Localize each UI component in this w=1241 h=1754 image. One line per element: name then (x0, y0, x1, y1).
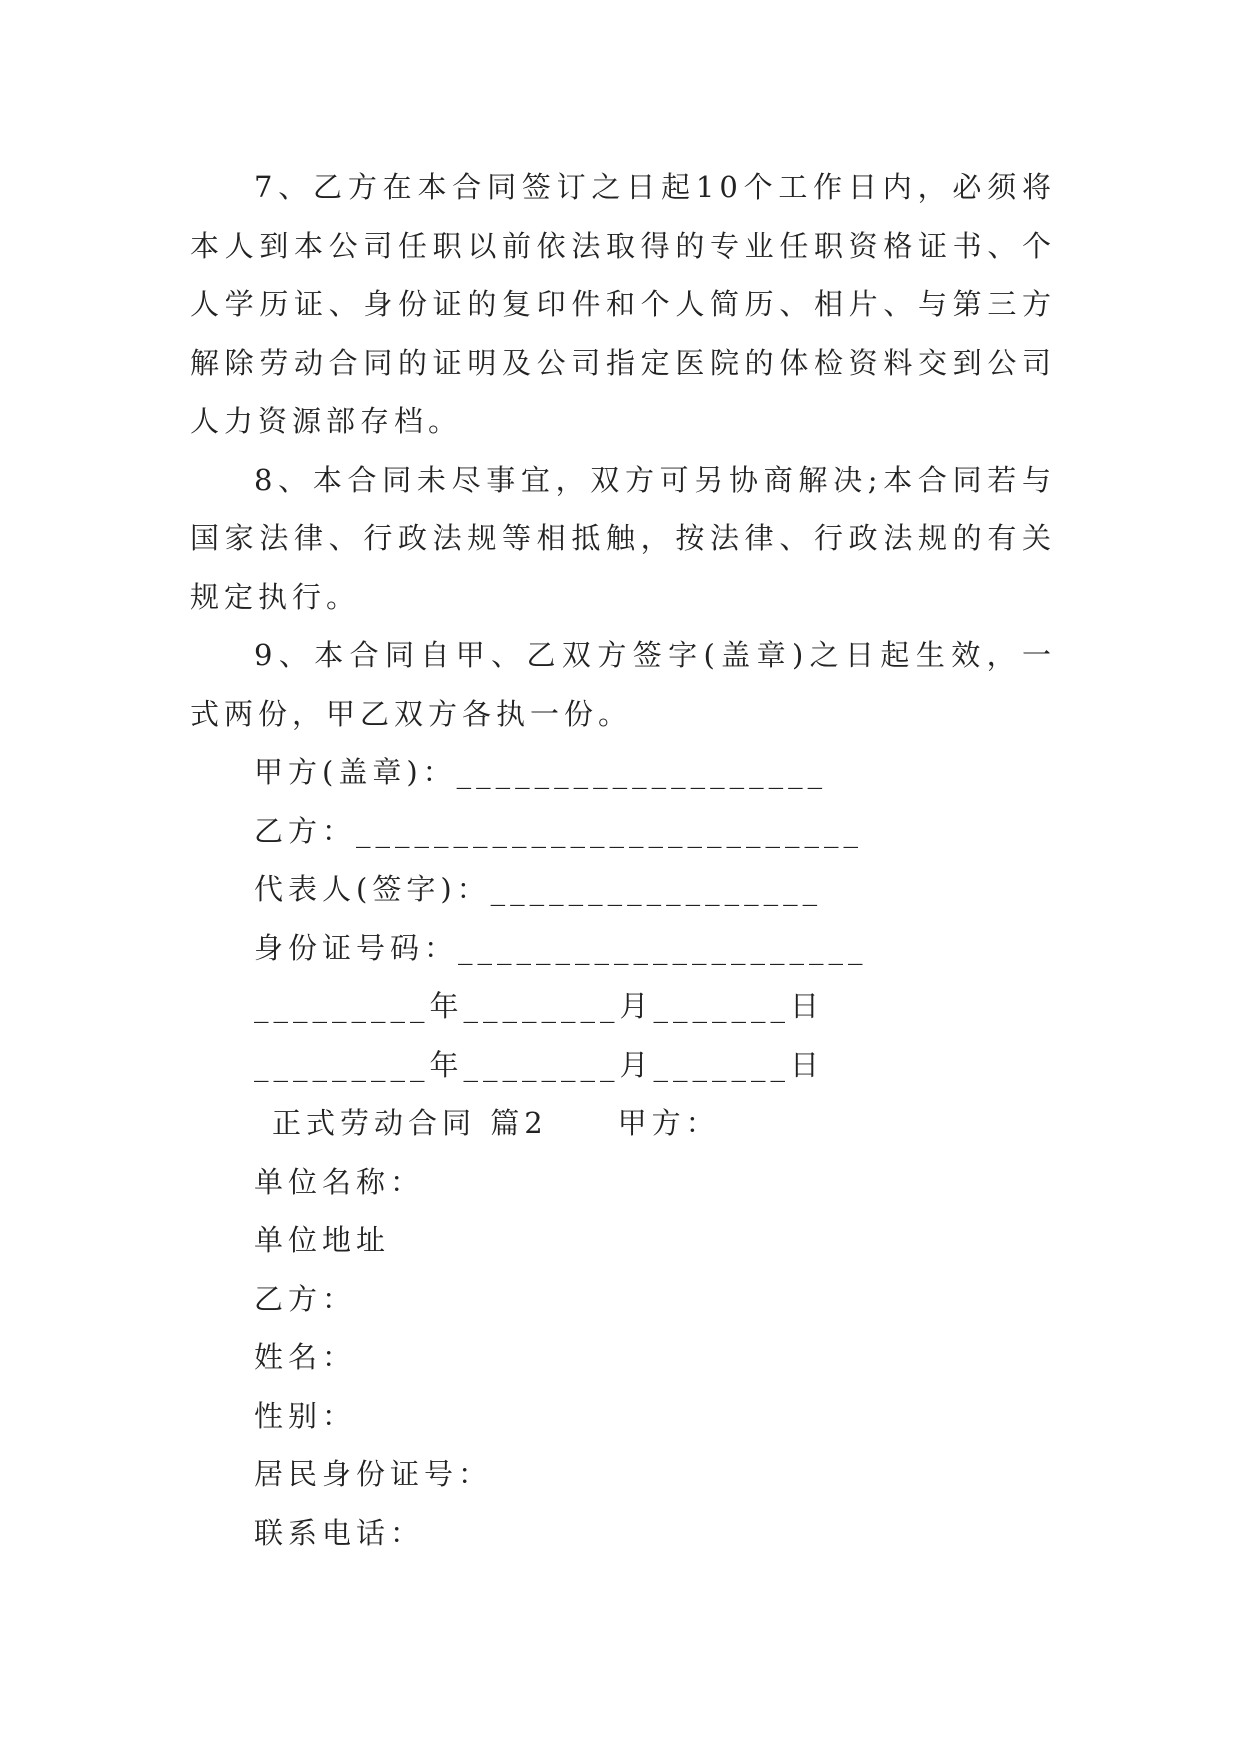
party-a-signature-line: 甲方(盖章)：___________________ (254, 755, 828, 789)
section-2-heading (190, 1094, 1056, 1153)
document-body (190, 158, 1056, 1562)
date-line-2: _________年________月_______日 (254, 1047, 825, 1082)
section-2-party-a-label: 甲方： (617, 1106, 720, 1140)
section-2-title: 正式劳动合同 篇2 (272, 1106, 548, 1140)
unit-name-field: 单位名称： (254, 1164, 425, 1199)
gender-field: 性别： (254, 1398, 357, 1433)
clause-7: 7、乙方在本合同签订之日起10个工作日内，必须将本人到本公司任职以前依法取得的专业任职资格证书、个人学历证、身份证的复印件和个人简历、相片、与第三方解除劳动合同的证明及公司指定医院的体检资料交到公司人力资源部存档。 (190, 170, 1056, 438)
unit-address-field: 单位地址 (254, 1223, 391, 1257)
id-number-line: 身份证号码：_____________________ (254, 930, 868, 965)
clause-8: 8、本合同未尽事宜，双方可另协商解决;本合同若与国家法律、行政法规等相抵触，按法律、行政法规的有关规定执行。 (190, 462, 1056, 614)
representative-signature-line: 代表人(签字)：_________________ (254, 872, 823, 906)
date-line-1: _________年________月_______日 (254, 989, 825, 1023)
party-b-signature-line: 乙方：__________________________ (254, 813, 864, 848)
id-card-field: 居民身份证号： (254, 1457, 493, 1491)
clause-9: 9、本合同自甲、乙双方签字(盖章)之日起生效，一式两份，甲乙双方各执一份。 (190, 638, 1056, 731)
party-b-label: 乙方： (254, 1281, 357, 1316)
phone-field: 联系电话： (254, 1515, 425, 1550)
name-field: 姓名： (254, 1340, 357, 1374)
